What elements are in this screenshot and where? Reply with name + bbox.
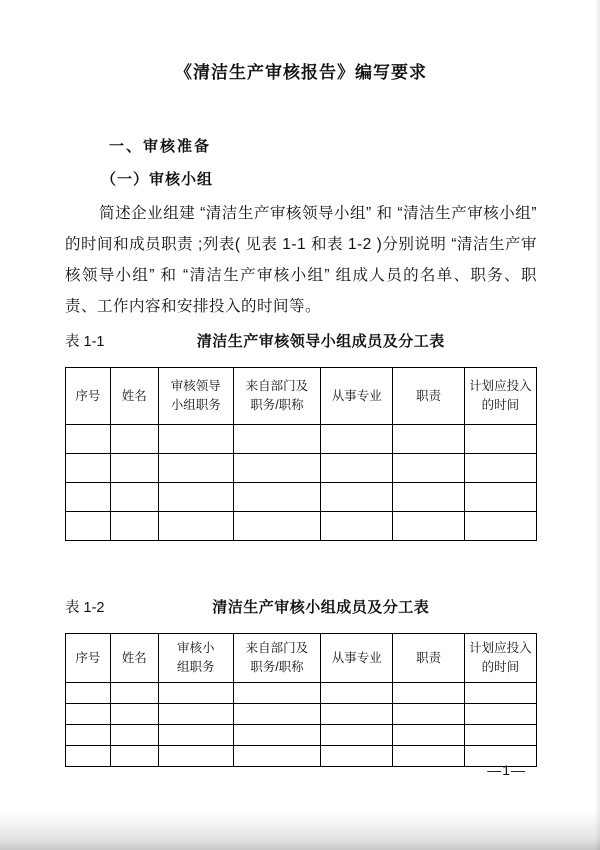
document-title: 《清洁生产审核报告》编写要求: [175, 63, 427, 82]
table-cell: [393, 725, 465, 746]
table-cell: [110, 704, 158, 725]
table-cell: [233, 483, 321, 512]
column-header: 姓名: [110, 368, 158, 425]
table-cell: [110, 483, 158, 512]
table-cell: [158, 425, 233, 454]
table-1-1: [65, 367, 537, 541]
table-1-1-label: 表 1-1: [65, 334, 105, 350]
table-cell: [321, 704, 393, 725]
table-cell: [158, 746, 233, 767]
table-1-1-title: 清洁生产审核领导小组成员及分工表: [196, 333, 445, 350]
table-cell: [158, 483, 233, 512]
table-cell: [158, 704, 233, 725]
table-cell: [66, 483, 111, 512]
table-row: [66, 454, 537, 483]
table-cell: [393, 704, 465, 725]
table-cell: [464, 425, 536, 454]
column-header: 计划应投入 的时间: [464, 368, 536, 425]
table-cell: [464, 512, 536, 541]
column-header: 姓名: [110, 634, 158, 683]
table-row: [66, 704, 537, 725]
table-cell: [233, 683, 321, 704]
table-cell: [393, 512, 465, 541]
table-cell: [321, 746, 393, 767]
column-header: 序号: [66, 634, 111, 683]
page-number: —1—: [487, 762, 526, 778]
table-1-2: [65, 633, 537, 767]
table-1-2-title: 清洁生产审核小组成员及分工表: [212, 599, 430, 616]
table-row: [66, 746, 537, 767]
table-cell: [233, 704, 321, 725]
column-header: 职责: [393, 634, 465, 683]
table-cell: [321, 454, 393, 483]
column-header: 来自部门及 职务/职称: [233, 634, 321, 683]
table-cell: [393, 454, 465, 483]
column-header: 来自部门及 职务/职称: [233, 368, 321, 425]
table-cell: [110, 454, 158, 483]
table-cell: [464, 683, 536, 704]
table-1-1-caption-row: [65, 330, 537, 351]
table-cell: [66, 425, 111, 454]
column-header: 职责: [393, 368, 465, 425]
column-header: 序号: [66, 368, 111, 425]
table-1-2-caption-row: [65, 596, 537, 617]
table-cell: [321, 683, 393, 704]
table-cell: [110, 725, 158, 746]
column-header: 从事专业: [321, 634, 393, 683]
section-heading: 一、审核准备: [109, 138, 212, 155]
table-cell: [110, 512, 158, 541]
table-1-1-header-row: [66, 368, 537, 425]
table-cell: [158, 725, 233, 746]
table-1-1-body: [66, 425, 537, 541]
table-cell: [464, 725, 536, 746]
table-cell: [464, 454, 536, 483]
table-cell: [158, 454, 233, 483]
table-cell: [66, 454, 111, 483]
table-cell: [233, 454, 321, 483]
table-cell: [66, 512, 111, 541]
table-cell: [158, 683, 233, 704]
table-row: [66, 725, 537, 746]
subsection-heading: （一）审核小组: [101, 171, 214, 188]
table-1-2-label: 表 1-2: [65, 600, 105, 616]
column-header: 从事专业: [321, 368, 393, 425]
table-cell: [110, 683, 158, 704]
table-1-2-header-row: [66, 634, 537, 683]
table-1-2-body: [66, 683, 537, 767]
table-row: [66, 483, 537, 512]
table-cell: [464, 704, 536, 725]
table-cell: [393, 425, 465, 454]
table-cell: [321, 725, 393, 746]
table-cell: [66, 704, 111, 725]
table-cell: [233, 425, 321, 454]
table-row: [66, 683, 537, 704]
table-cell: [321, 483, 393, 512]
table-row: [66, 512, 537, 541]
table-cell: [393, 683, 465, 704]
table-cell: [321, 425, 393, 454]
table-cell: [233, 725, 321, 746]
table-cell: [233, 512, 321, 541]
column-header: 审核小 组职务: [158, 634, 233, 683]
column-header: 计划应投入 的时间: [464, 634, 536, 683]
table-cell: [321, 512, 393, 541]
table-cell: [66, 683, 111, 704]
table-cell: [110, 746, 158, 767]
body-paragraph: 简述企业组建 “清洁生产审核领导小组” 和 “清洁生产审核小组” 的时间和成员职责 ;列表( 见表 1-1 和表 1-2 )分别说明 “清洁生产审核领导小组” 和 “清洁生产审核小组” 组成人员的名单、职务、职责、工作内容和安排投入的时间等。: [65, 205, 537, 315]
table-cell: [393, 746, 465, 767]
table-cell: [464, 483, 536, 512]
table-cell: [110, 425, 158, 454]
table-cell: [66, 746, 111, 767]
table-cell: [393, 483, 465, 512]
table-row: [66, 425, 537, 454]
table-cell: [158, 512, 233, 541]
table-cell: [233, 746, 321, 767]
column-header: 审核领导 小组职务: [158, 368, 233, 425]
table-cell: [66, 725, 111, 746]
